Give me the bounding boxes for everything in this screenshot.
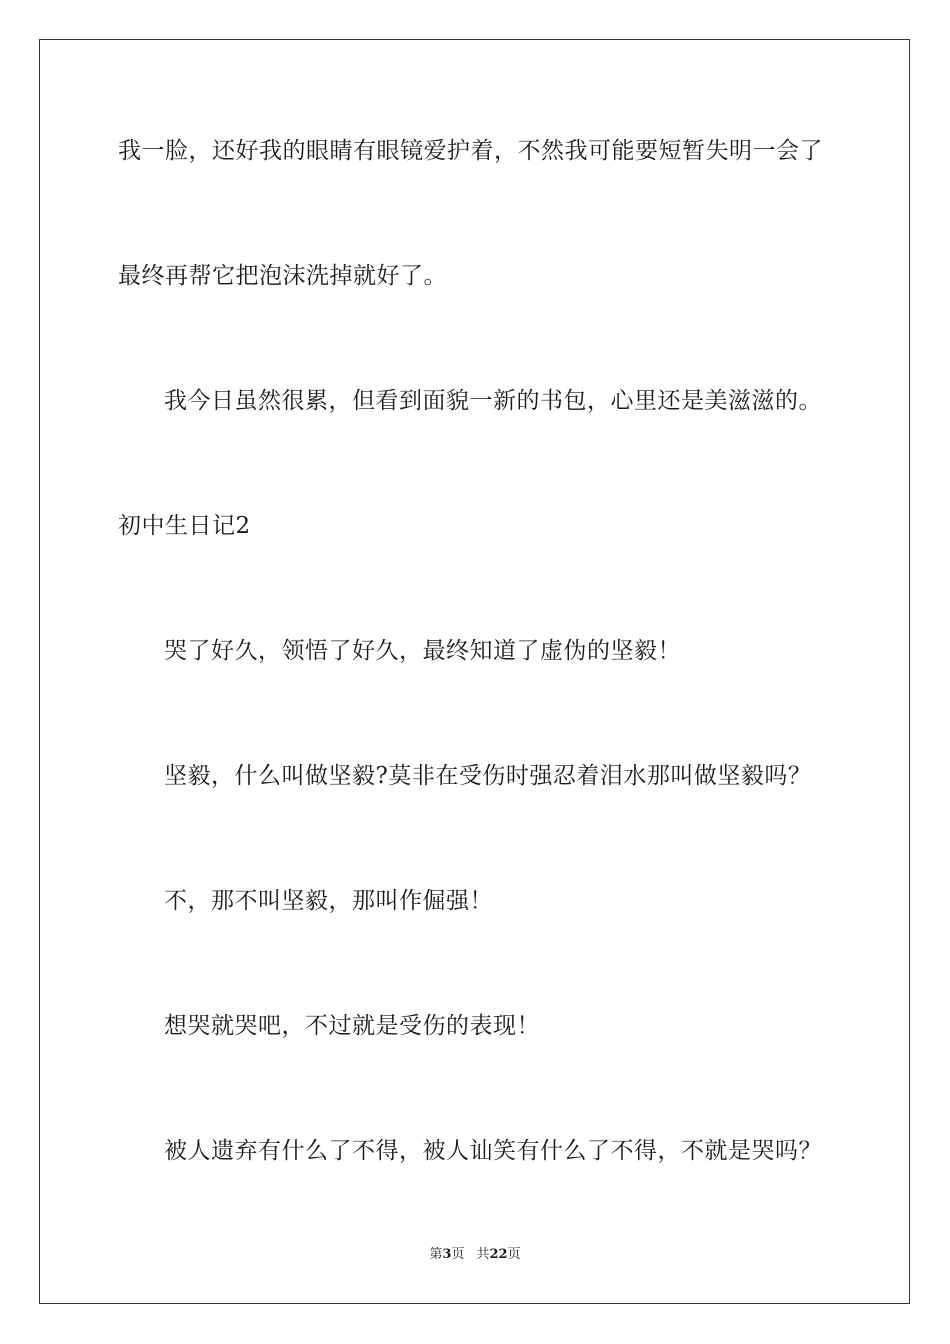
paragraph-line: 想哭就哭吧，不过就是受伤的表现！ [164,1013,540,1039]
total-suffix: 页 [507,1247,521,1262]
page-prefix: 第 [429,1247,443,1262]
paragraph-line: 被人遗弃有什么了不得，被人讪笑有什么了不得，不就是哭吗？ [164,1138,822,1164]
paragraph-line: 哭了好久，领悟了好久，最终知道了虚伪的坚毅！ [164,638,681,664]
page-number: 3 [442,1247,452,1262]
paragraph-line: 我今日虽然很累，但看到面貌一新的书包，心里还是美滋滋的。 [164,388,822,414]
page-footer [0,1246,950,1264]
page-border [39,39,910,1304]
paragraph-line: 最终再帮它把泡沫洗掉就好了。 [118,263,447,289]
total-prefix: 共 [476,1247,490,1262]
total-pages: 22 [489,1247,508,1262]
paragraph-line: 我一脸，还好我的眼睛有眼镜爱护着，不然我可能要短暂失明一会了 [118,138,823,164]
paragraph-line: 不，那不叫坚毅，那叫作倔强！ [164,888,493,914]
paragraph-line: 坚毅，什么叫做坚毅?莫非在受伤时强忍着泪水那叫做坚毅吗？ [164,763,812,789]
page-suffix: 页 [451,1247,465,1262]
section-heading: 初中生日记2 [118,513,251,539]
